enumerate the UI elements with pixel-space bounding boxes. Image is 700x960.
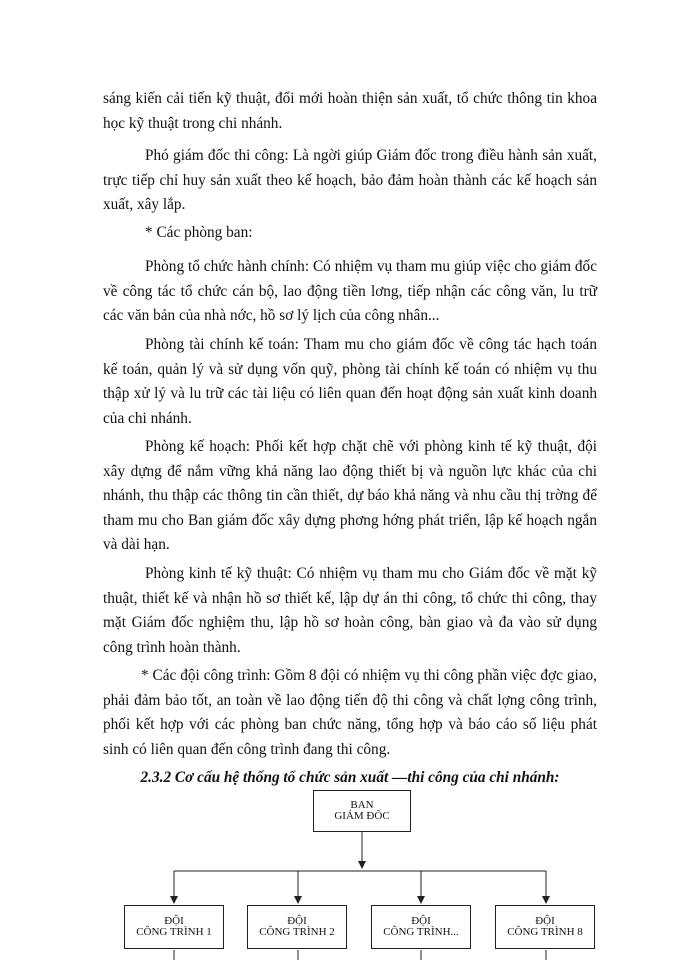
paragraph-construction-teams: * Các đội công trình: Gồm 8 đội có nhiệm vụ thi công phần việc đợc giao, phải đảm bảo tốt, an toàn về lao động tiến độ thi công và chất lợng công trình, phối kết hợp với các phòng ban chức năng, tổng hợp và báo cáo số liệu phát sinh có liên quan đến công trình đang thi công.	[103, 667, 597, 758]
board-label-line2: GIÁM ĐỐC	[334, 810, 390, 822]
paragraph-deputy-director: Phó giám đốc thi công: Là ngời giúp Giám đốc trong điều hành sản xuất, trực tiếp chỉ huy sản xuất theo kế hoạch, bảo đảm hoàn thành các kế hoạch sản xuất, xây lắp.	[103, 147, 597, 213]
paragraph-finance-department: Phòng tài chính kế toán: Tham mu cho giám đốc về công tác hạch toán kế toán, quản lý và sử dụng vốn quỹ, phòng tài chính kế toán có nhiệm vụ thu thập xử lý và lu trữ các tài liệu có liên quan đến hoạt động sản xuất kinh doanh của chi nhánh.	[103, 336, 597, 427]
section-heading: 2.3.2 Cơ cấu hệ thống tổ chức sản xuất —thi công của chi nhánh:	[140, 769, 560, 786]
team-4-line2: CÔNG TRÌNH 8	[507, 926, 583, 938]
team-2-line2: CÔNG TRÌNH 2	[259, 926, 335, 938]
team-1-line2: CÔNG TRÌNH 1	[136, 926, 212, 938]
team-3-line2: CÔNG TRÌNH...	[383, 926, 459, 938]
board-of-directors-box	[313, 790, 411, 832]
team-box-2	[247, 905, 347, 949]
paragraph-technical-department: Phòng kinh tế kỹ thuật: Có nhiệm vụ tham mu cho Giám đốc về mặt kỹ thuật, thiết kế và nhận hồ sơ thiết kế, lập dự án thi công, tổ chức thi công, thay mặt Giám đốc nghiệm thu, lập hồ sơ hoàn công, bàn giao và đa vào sử dụng công trình hoàn thành.	[103, 565, 597, 656]
paragraph-innovation: sáng kiến cải tiến kỹ thuật, đổi mới hoàn thiện sản xuất, tổ chức thông tin khoa học kỹ thuật trong chi nhánh.	[103, 90, 597, 132]
team-box-4	[495, 905, 595, 949]
team-1-line1: ĐỘI	[164, 914, 184, 927]
paragraph-departments-heading: * Các phòng ban:	[145, 224, 253, 241]
team-2-line1: ĐỘI	[287, 914, 307, 927]
team-3-line1: ĐỘI	[411, 914, 431, 927]
team-4-line1: ĐỘI	[535, 914, 555, 927]
team-box-1	[124, 905, 224, 949]
team-box-3	[371, 905, 471, 949]
board-label-line1: BAN	[350, 798, 374, 811]
paragraph-planning-department: Phòng kế hoạch: Phối kết hợp chặt chẽ với phòng kinh tế kỹ thuật, đội xây dựng để nắm vững khả năng lao động thiết bị và nguồn lực khác của chi nhánh, thu thập các thông tin cần thiết, dự báo khả năng và nhu cầu thị trờng để tham mu cho Ban giám đốc xây dựng phơng hớng phát triển, lập kế hoạch ngắn và dài hạn.	[103, 438, 597, 553]
paragraph-admin-department: Phòng tổ chức hành chính: Có nhiệm vụ tham mu giúp việc cho giám đốc về công tác tổ chức cán bộ, lao động tiền lơng, tiếp nhận các công văn, lu trữ các văn bản của nhà nớc, hồ sơ lý lịch của công nhân...	[103, 258, 597, 324]
